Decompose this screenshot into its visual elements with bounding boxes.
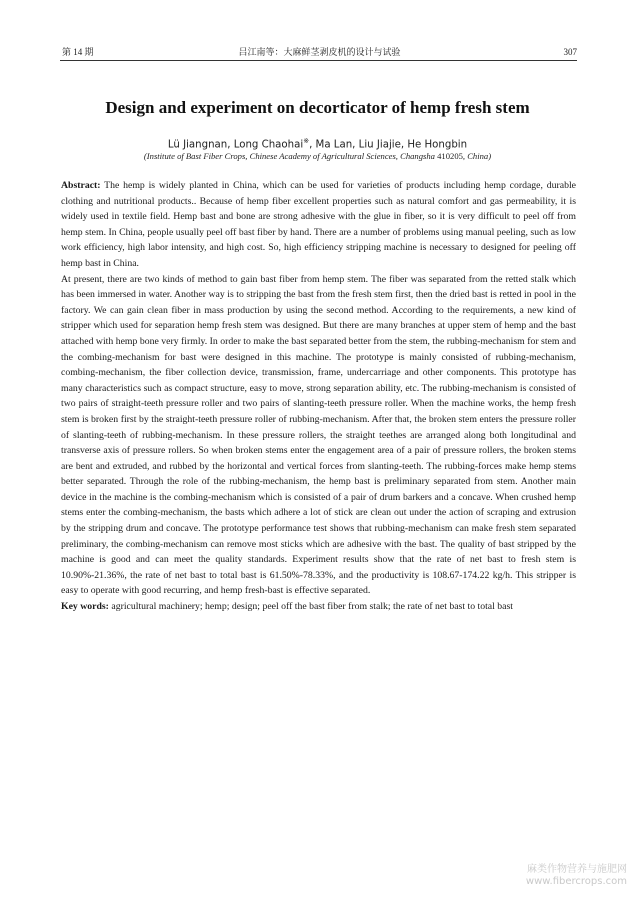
affiliation (40, 150, 595, 162)
abstract-section (61, 178, 576, 615)
affiliation-postcode: 410205 (437, 151, 463, 161)
running-title: 吕江南等：大麻鲜茎剥皮机的设计与试验 (238, 47, 401, 57)
watermark (526, 864, 627, 888)
corresponding-author-mark: ※ (303, 137, 310, 145)
abstract-paragraph-2: At present, there are two kinds of method to gain bast fiber from hemp stem. The fiber was separated from the retted stalk which has been immersed in water. Another way is to stripping the bast from the fresh stem first, then the dried bast is retted in pool in the factory. We can gain clean fiber in mass production by using the second method. According to the requirements, a new kind of stripper which used for separation hemp fresh stem was designed. But there are many branches at upper stem of hemp and the bast attached with hemp bone very firmly. In order to make the bast separated better from the stem, the rubbing-mechanism for stem and the combing-mechanism for bast were designed in this machine. The prototype is mainly consisted of rubbing-mechanism, combing-mechanism, the fiber collection device, transmission, frame, undercarriage and other components. This prototype has many characteristics such as compact structure, easy to move, strong separation ability, etc. The rubbing-mechanism is consisted of two pairs of straight-teeth pressure roller and two pairs of slanting-teeth pressure roller. When the machine works, the hemp fresh stem is broken first by the straight-teeth pressure roller of rubbing-mechanism. After that, the broken stem enters the pressure roller of slanting-teeth of rubbing-mechanism. In these pressure rollers, the straight teethes are arranged along both longitudinal and transverse axis of pressure rollers. So when broken stems enter the engagement area of a pair of pressure rollers, the broken stems are bent and extruded, and rubbed by the horizontal and vertical forces from slanting-teeth. The rubbing-forces make hemp stems better separated. Through the role of the rubbing-mechanism, the hemp bast is preliminary separated from stem. Another main device in the machine is the combing-mechanism which is consisted of a pair of drum barkers and a concave. When crushed hemp stems enter the combing-mechanism, the basts which adhere a lot of stick are clean out under the action of scraping and extrusion by the stripping drum and concave. The prototype performance test shows that rubbing-mechanism can make fresh stem separated preliminary, the combing-mechanism can remove most sticks which are adhesive with the bast. The quality of bast stripped by the machine is good and can meet the quality standards. Experiment results show that the rate of net bast to fresh stem is 10.90%-21.36%, the rate of net bast to total bast is 61.50%-78.33%, and the productivity is 108.67-174.22 kg/h. This stripper is easy to operate with good recurring, and hemp fresh-bast is effective separated. (61, 273, 576, 597)
keywords-text: agricultural machinery; hemp; design; peel off the bast fiber from stalk; the rate of net bast to total bast (111, 601, 513, 613)
affiliation-country: , China) (462, 151, 492, 161)
article-title: Design and experiment on decorticator of hemp fresh stem (105, 98, 530, 117)
running-head (62, 45, 577, 59)
keywords-label: Key words: (61, 601, 109, 613)
keywords-paragraph (61, 599, 576, 615)
watermark-url: www.fibercrops.com (525, 876, 627, 887)
abstract-label: Abstract: (61, 180, 101, 191)
page-number: 307 (563, 47, 577, 57)
watermark-site-name: 麻类作物营养与施肥网 (527, 864, 627, 875)
affiliation-institute: (Institute of Bast Fiber Crops, Chinese Academy of Agricultural Sciences, Changsha (143, 151, 438, 161)
issue-number: 第 14 期 (62, 47, 94, 57)
abstract-text-1: The hemp is widely planted in China, which can be used for varieties of products including hemp cordage, durable clothing and nutritional products.. Because of hemp fiber excellent properties such as natural comfort and gas permeability, it is widely used in textile field. Hemp bast and bone are strong adhesive with the glue in fiber, so it is very difficult to peel off from hemp stem. In China, people usually peel off bast fiber by hand. There are a number of problems using manual peeling, such as low work efficiency, high labor intensity, and high cost. So, high efficiency stripping machine is necessary to designed for peeling off hemp bast in China. (61, 180, 576, 269)
abstract-paragraph-1 (61, 178, 576, 272)
header-rule (60, 60, 577, 61)
authors-first: Lü Jiangnan, Long Chaohai (167, 139, 304, 151)
authors-rest: , Ma Lan, Liu Jiajie, He Hongbin (309, 139, 468, 151)
